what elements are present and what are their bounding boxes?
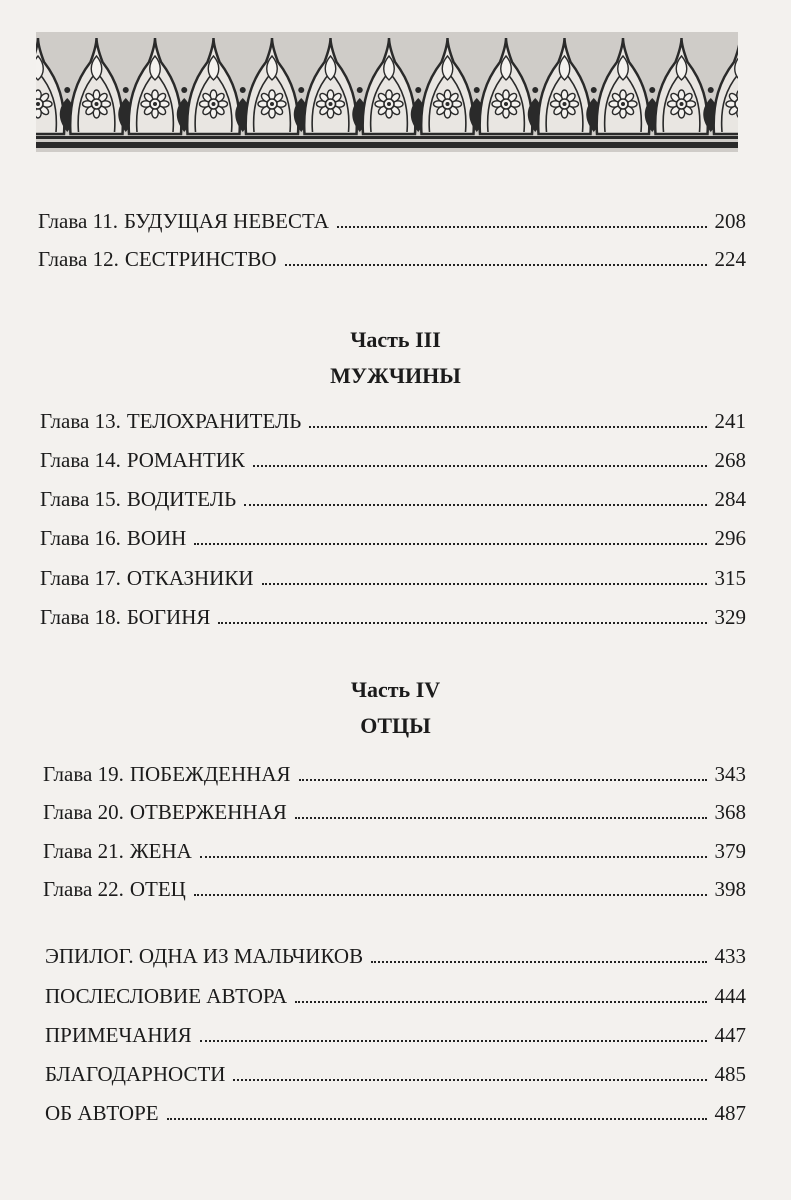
chapter-number: Глава 16. xyxy=(40,526,121,550)
toc-entry-ch20[interactable] xyxy=(43,798,746,826)
toc-entry-notes[interactable] xyxy=(45,1021,746,1049)
dot-leader xyxy=(194,894,707,896)
page-number: 296 xyxy=(714,526,746,550)
chapter-title: ВОИН xyxy=(126,526,187,550)
toc-entry-ch11[interactable] xyxy=(38,207,746,235)
toc-entry-ch21[interactable] xyxy=(43,837,746,865)
page-number: 343 xyxy=(714,762,746,786)
dot-leader xyxy=(233,1079,706,1081)
dot-leader xyxy=(371,961,706,963)
page-number: 284 xyxy=(714,487,746,511)
dot-leader xyxy=(337,226,707,228)
dot-leader xyxy=(167,1118,707,1120)
toc-entry-ch17[interactable] xyxy=(40,564,746,592)
page-number: 241 xyxy=(714,409,746,433)
toc-entry-acknowledgements[interactable] xyxy=(45,1060,746,1088)
page-number: 447 xyxy=(714,1023,746,1047)
page-number: 433 xyxy=(714,944,746,968)
toc-entry-ch14[interactable] xyxy=(40,446,746,474)
part4-subtitle: ОТЦЫ xyxy=(360,713,431,738)
chapter-number: Глава 13. xyxy=(40,409,121,433)
chapter-number: Глава 19. xyxy=(43,762,124,786)
toc-entry-ch13[interactable] xyxy=(40,407,746,435)
dot-leader xyxy=(194,543,706,545)
page-number: 208 xyxy=(714,209,746,233)
toc-entry-ch22[interactable] xyxy=(43,875,746,903)
entry-title: ПОСЛЕСЛОВИЕ АВТОРА xyxy=(45,984,288,1008)
toc-entry-ch18[interactable] xyxy=(40,603,746,631)
page-number: 268 xyxy=(714,448,746,472)
chapter-title: ОТКАЗНИКИ xyxy=(126,566,254,590)
floral-border-ornament-icon xyxy=(36,32,738,152)
toc-entry-ch15[interactable] xyxy=(40,485,746,513)
chapter-number: Глава 22. xyxy=(43,877,124,901)
dot-leader xyxy=(200,856,707,858)
dot-leader xyxy=(299,779,707,781)
chapter-title: БУДУЩАЯ НЕВЕСТА xyxy=(124,209,329,233)
chapter-title: СЕСТРИНСТВО xyxy=(124,247,277,271)
page-number: 329 xyxy=(714,605,746,629)
toc-entry-afterword[interactable] xyxy=(45,982,746,1010)
dot-leader xyxy=(295,817,707,819)
part4-heading: Часть IV xyxy=(350,677,441,702)
chapter-title: ЖЕНА xyxy=(129,839,192,863)
toc-entry-about-author[interactable] xyxy=(45,1099,746,1127)
part3-heading: Часть III xyxy=(350,327,441,352)
part3-subtitle: МУЖЧИНЫ xyxy=(330,363,461,388)
chapter-number: Глава 18. xyxy=(40,605,121,629)
dot-leader xyxy=(218,622,706,624)
dot-leader xyxy=(309,426,706,428)
chapter-number: Глава 11. xyxy=(38,209,119,233)
page-number: 398 xyxy=(714,877,746,901)
page-number: 487 xyxy=(714,1101,746,1125)
page-number: 368 xyxy=(714,800,746,824)
page-number: 444 xyxy=(714,984,746,1008)
toc-entry-ch12[interactable] xyxy=(38,245,746,273)
dot-leader xyxy=(295,1001,706,1003)
page-number: 224 xyxy=(714,247,746,271)
chapter-title: БОГИНЯ xyxy=(126,605,211,629)
entry-title: ЭПИЛОГ. ОДНА ИЗ МАЛЬЧИКОВ xyxy=(45,944,364,968)
chapter-title: ТЕЛОХРАНИТЕЛЬ xyxy=(126,409,302,433)
dot-leader xyxy=(244,504,706,506)
page-number: 379 xyxy=(714,839,746,863)
entry-title: ОБ АВТОРЕ xyxy=(45,1101,159,1125)
chapter-number: Глава 12. xyxy=(38,247,119,271)
page-number: 315 xyxy=(714,566,746,590)
entry-title: БЛАГОДАРНОСТИ xyxy=(45,1062,226,1086)
page-number: 485 xyxy=(714,1062,746,1086)
chapter-number: Глава 17. xyxy=(40,566,121,590)
toc-entry-epilogue[interactable] xyxy=(45,942,746,970)
chapter-title: ОТВЕРЖЕННАЯ xyxy=(129,800,287,824)
dot-leader xyxy=(262,583,707,585)
entry-title: ПРИМЕЧАНИЯ xyxy=(45,1023,192,1047)
chapter-title: РОМАНТИК xyxy=(126,448,245,472)
dot-leader xyxy=(200,1040,707,1042)
chapter-number: Глава 21. xyxy=(43,839,124,863)
dot-leader xyxy=(285,264,707,266)
chapter-title: ОТЕЦ xyxy=(129,877,186,901)
toc-entry-ch19[interactable] xyxy=(43,760,746,788)
chapter-number: Глава 14. xyxy=(40,448,121,472)
chapter-number: Глава 20. xyxy=(43,800,124,824)
toc-entry-ch16[interactable] xyxy=(40,524,746,552)
chapter-title: ВОДИТЕЛЬ xyxy=(126,487,237,511)
chapter-title: ПОБЕЖДЕННАЯ xyxy=(129,762,291,786)
chapter-number: Глава 15. xyxy=(40,487,121,511)
dot-leader xyxy=(253,465,707,467)
